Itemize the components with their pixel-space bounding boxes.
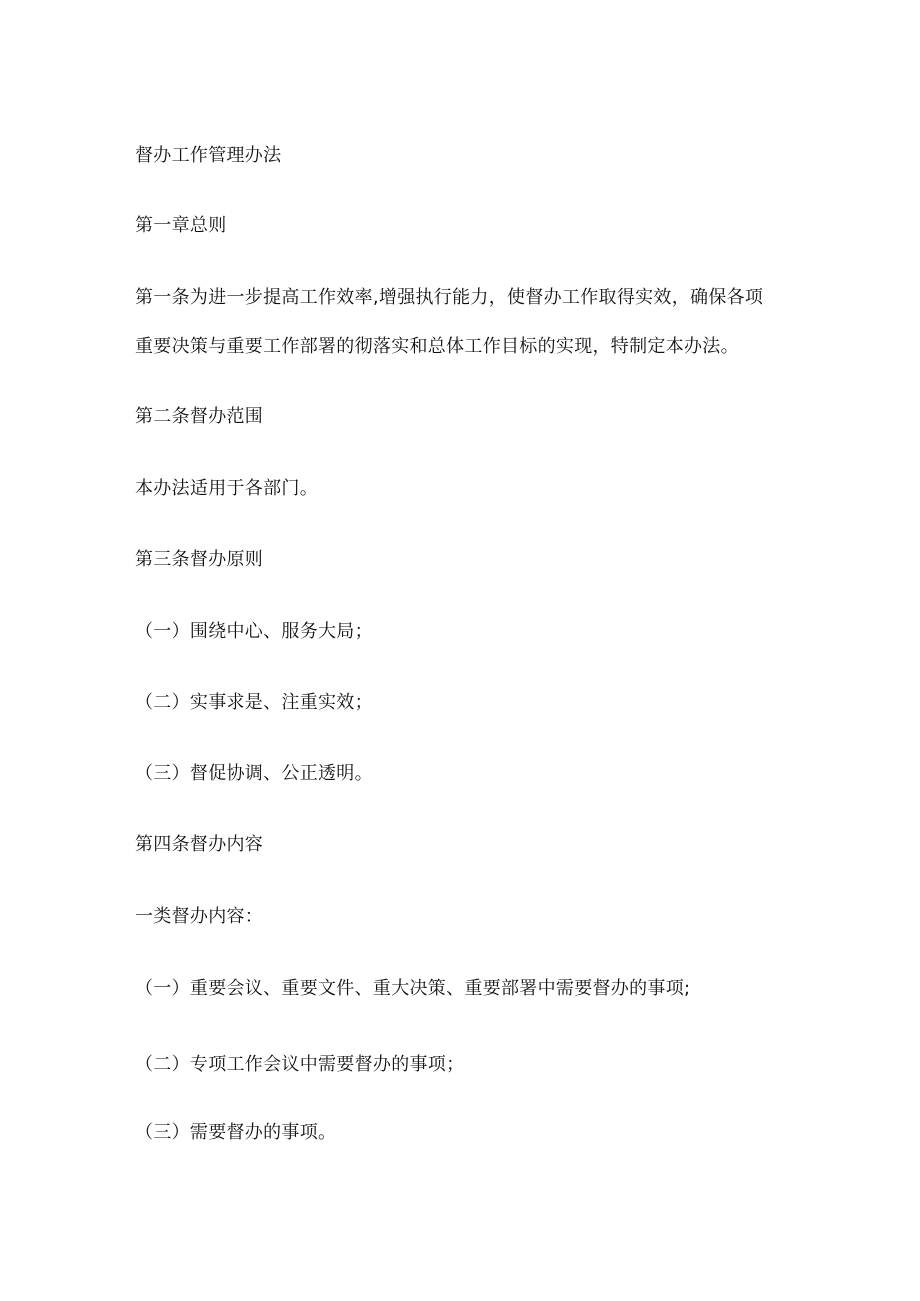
- article-3-heading: 第三条督办原则: [135, 549, 264, 570]
- category-1-item: （一）重要会议、重要文件、重大决策、重要部署中需要督办的事项;: [135, 978, 691, 999]
- article-1-line-2: 重要决策与重要工作部署的彻落实和总体工作目标的实现，特制定本办法。: [135, 336, 739, 357]
- category-1-item: （二）专项工作会议中需要督办的事项；: [135, 1054, 465, 1075]
- document-title: 督办工作管理办法: [135, 145, 282, 166]
- article-1-line-1: 第一条为进一步提高工作效率,增强执行能力，使督办工作取得实效，确保各项: [135, 287, 764, 308]
- article-2-heading: 第二条督办范围: [135, 406, 264, 427]
- article-2-text: 本办法适用于各部门。: [135, 478, 318, 499]
- category-1-heading: 一类督办内容：: [135, 906, 264, 927]
- article-3-item: （三）督促协调、公正透明。: [135, 763, 373, 784]
- article-3-item: （二）实事求是、注重实效；: [135, 692, 373, 713]
- article-3-item: （一）围绕中心、服务大局；: [135, 621, 373, 642]
- article-4-heading: 第四条督办内容: [135, 834, 264, 855]
- chapter-heading: 第一章总则: [135, 215, 227, 236]
- category-1-item: （三）需要督办的事项。: [135, 1122, 337, 1143]
